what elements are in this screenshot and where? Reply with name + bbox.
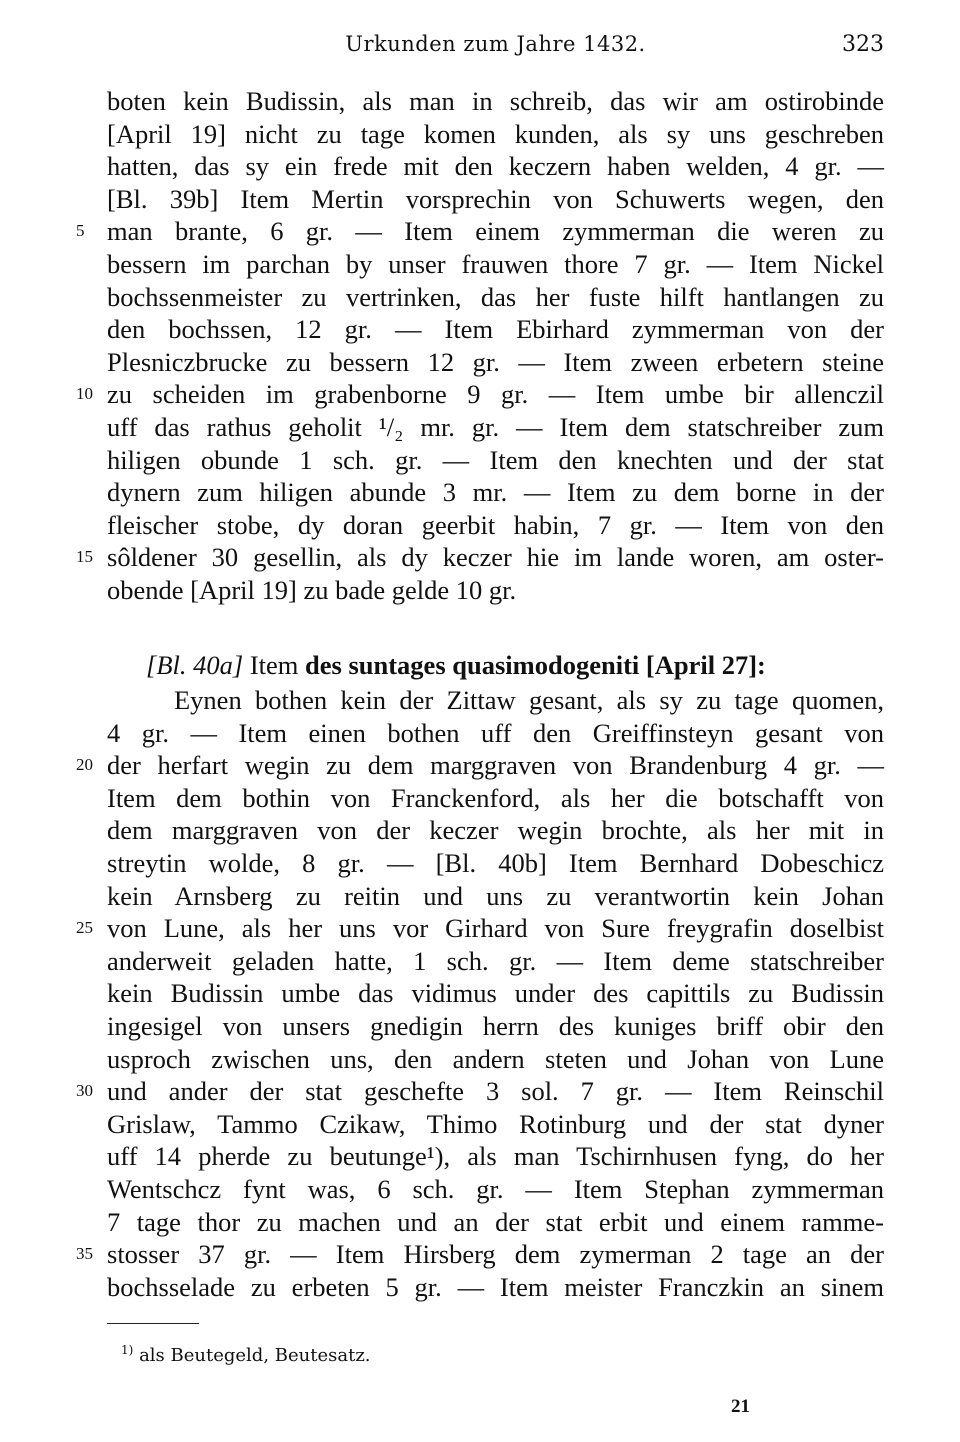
text-line: bochssenmeister zu vertrinken, das her fuste hilft hantlangen zu xyxy=(107,281,884,312)
text-line: sôldener 30 gesellin, als dy keczer hie im lande woren, am oster- xyxy=(107,542,884,573)
text-line: der herfart wegin zu dem marggraven von Brandenburg 4 gr. — xyxy=(107,750,884,781)
text-line: anderweit geladen hatte, 1 sch. gr. — Item deme statschreiber xyxy=(107,945,884,976)
text-line: dynern zum hiligen abunde 3 mr. — Item zu dem borne in der xyxy=(107,477,884,508)
line-number: 15 xyxy=(76,547,93,567)
text-line: [April 19] nicht zu tage komen kunden, als sy uns geschreben xyxy=(107,118,884,149)
text-line: zu scheiden im grabenborne 9 gr. — Item umbe bir allenczil xyxy=(107,379,884,410)
sheet-signature: 21 xyxy=(731,1396,750,1417)
text-line: obende [April 19] zu bade gelde 10 gr. xyxy=(107,575,517,605)
text-line: Wentschcz fynt was, 6 sch. gr. — Item Stephan zymmerman xyxy=(107,1174,884,1204)
footnote-text: als Beutegeld, Beutesatz. xyxy=(139,1345,371,1366)
text-line: kein Arnsberg zu reitin und uns zu verantwortin kein Johan xyxy=(107,880,884,911)
text-line: usproch zwischen uns, den andern steten und Johan von Lune xyxy=(107,1043,884,1074)
line-number: 35 xyxy=(76,1244,93,1264)
text-line: uff das rathus geholit ¹/₂ mr. gr. — Item dem statschreiber zum xyxy=(107,412,884,442)
text-line: hiligen obunde 1 sch. gr. — Item den knechten und der stat xyxy=(107,444,884,475)
text-line: stosser 37 gr. — Item Hirsberg dem zymerman 2 tage an der xyxy=(107,1239,884,1270)
text-line: Eynen bothen kein der Zittaw gesant, als sy zu tage quomen, xyxy=(174,685,884,715)
text-line: 4 gr. — Item einen bothen uff den Greiffinsteyn gesant von xyxy=(107,717,884,748)
line-number: 10 xyxy=(76,384,93,404)
text-line: und ander der stat geschefte 3 sol. 7 gr. — Item Reinschil xyxy=(107,1076,884,1107)
text-line: von Lune, als her uns vor Girhard von Sure freygrafin doselbist xyxy=(107,913,884,944)
text-line: man brante, 6 gr. — Item einem zymmerman die weren zu xyxy=(107,216,884,247)
text-line: uff 14 pherde zu beutunge¹), als man Tschirnhusen fyng, do her xyxy=(107,1141,884,1172)
text-line: dem marggraven von der keczer wegin brochte, als her mit in xyxy=(107,815,884,846)
page-number: 323 xyxy=(842,32,884,57)
text-line: streytin wolde, 8 gr. — [Bl. 40b] Item Bernhard Dobeschicz xyxy=(107,848,884,878)
section-heading xyxy=(146,648,886,682)
line-number: 5 xyxy=(76,221,85,241)
line-number: 25 xyxy=(76,918,93,938)
text-line: hatten, das sy ein frede mit den keczern haben welden, 4 gr. — xyxy=(107,151,884,182)
text-line: [Bl. 39b] Item Mertin vorsprechin von Schuwerts wegen, den xyxy=(107,183,884,214)
text-line: bochsselade zu erbeten 5 gr. — Item meister Franczkin an sinem xyxy=(107,1271,884,1302)
text-line: bessern im parchan by unser frauwen thore 7 gr. — Item Nickel xyxy=(107,249,884,279)
footnote-mark: 1) xyxy=(121,1343,134,1357)
text-line: kein Budissin umbe das vidimus under des capittils zu Budissin xyxy=(107,978,884,1009)
text-line: Grislaw, Tammo Czikaw, Thimo Rotinburg und der stat dyner xyxy=(107,1108,884,1139)
folio-reference: [Bl. 40a] xyxy=(146,650,244,680)
running-head xyxy=(107,32,884,62)
text-line: boten kein Budissin, als man in schreib, das wir am ostirobinde xyxy=(107,86,884,116)
text-line: Item dem bothin von Franckenford, als her die botschafft von xyxy=(107,782,884,813)
text-line: den bochssen, 12 gr. — Item Ebirhard zymmerman von der xyxy=(107,314,884,345)
text-line: Plesniczbrucke zu bessern 12 gr. — Item zween erbetern steine xyxy=(107,346,884,377)
running-title: Urkunden zum Jahre 1432. xyxy=(345,32,646,56)
line-number: 30 xyxy=(76,1081,93,1101)
text-line: ingesigel von unsers gnedigin herrn des kuniges briff obir den xyxy=(107,1011,884,1041)
footnote xyxy=(121,1337,371,1369)
text-line: 7 tage thor zu machen und an der stat erbit und einem ramme- xyxy=(107,1206,884,1237)
text-line: fleischer stobe, dy doran geerbit habin, 7 gr. — Item von den xyxy=(107,509,884,540)
line-number: 20 xyxy=(76,755,93,775)
heading-item: Item xyxy=(249,650,299,680)
footnote-rule xyxy=(107,1323,199,1324)
heading-title: des suntages quasimodogeniti [April 27]: xyxy=(305,650,766,680)
